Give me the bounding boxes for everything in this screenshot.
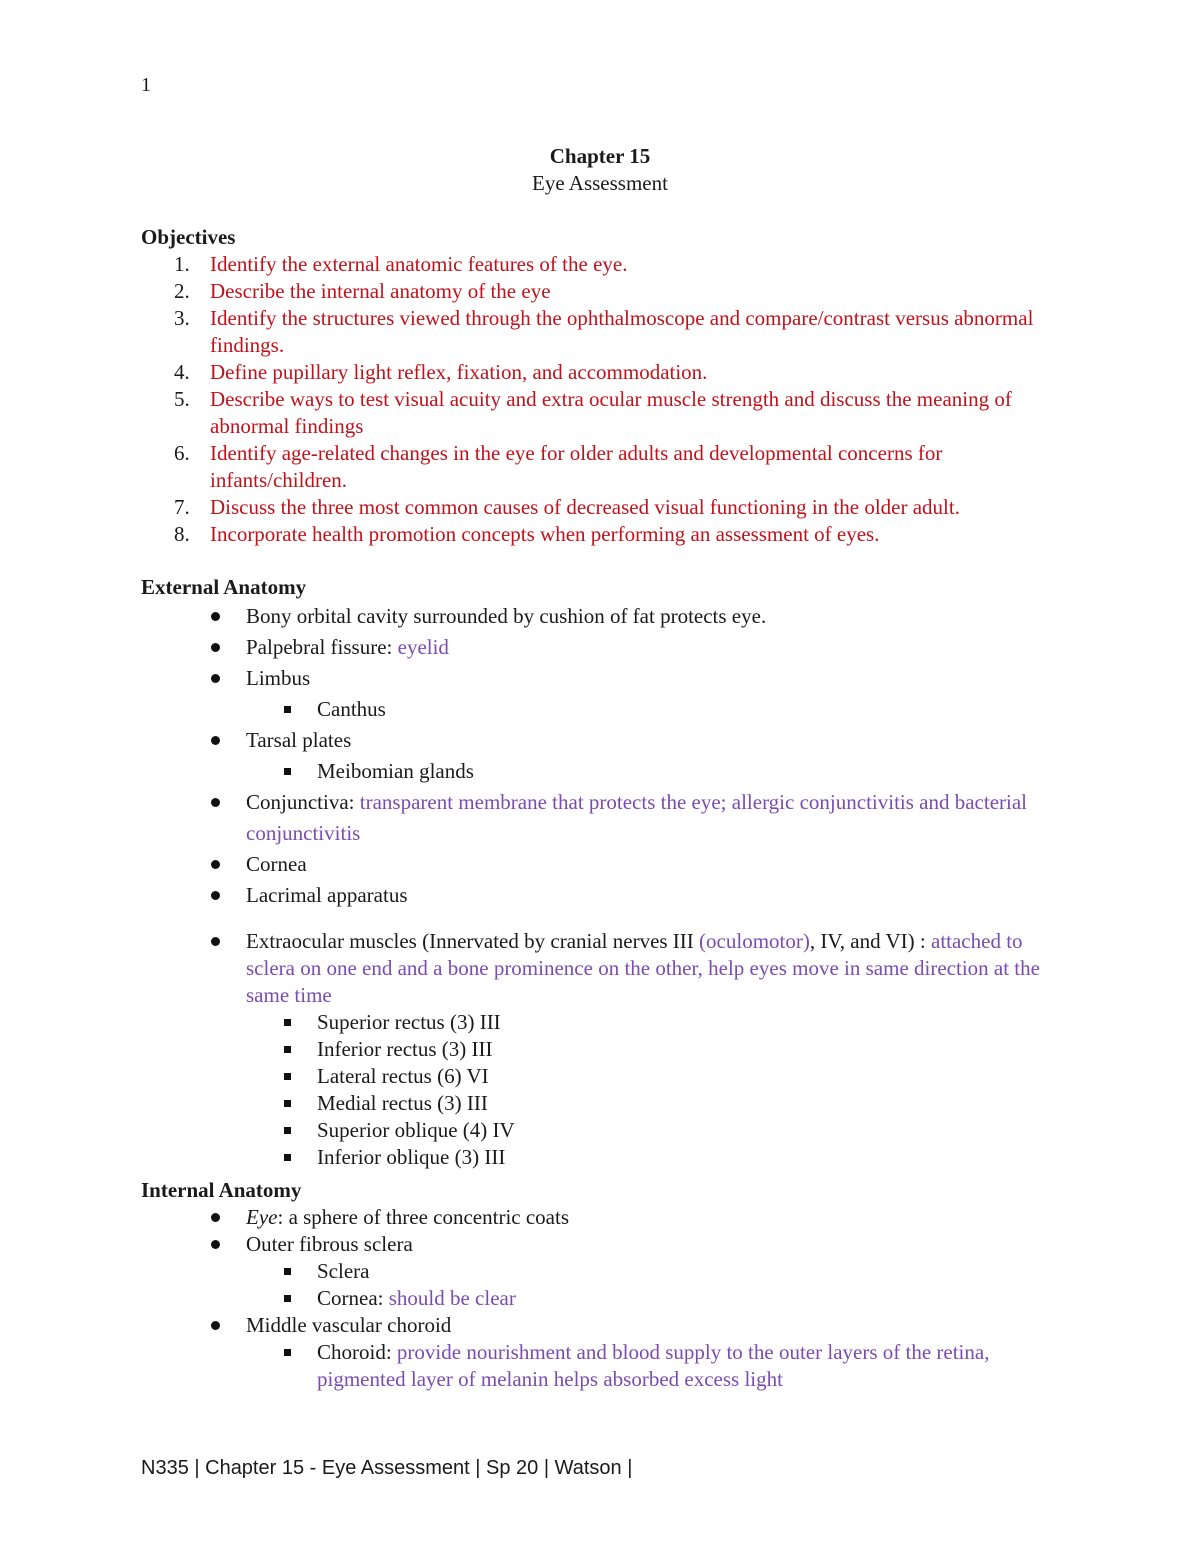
sub-list-item bbox=[246, 1339, 1071, 1393]
item-text: Middle vascular choroid bbox=[246, 1313, 452, 1337]
item-number: 3. bbox=[174, 306, 190, 330]
bullet-icon bbox=[211, 860, 220, 869]
item-text: Incorporate health promotion concepts when performing an assessment of eyes. bbox=[210, 522, 880, 546]
sub-list bbox=[246, 756, 1071, 787]
item-text: Identify age-related changes in the eye for older adults and developmental concerns for infants/children. bbox=[210, 441, 943, 492]
list-item bbox=[141, 663, 1071, 725]
sub-list-item bbox=[246, 1285, 1071, 1312]
list-item bbox=[141, 1312, 1071, 1393]
item-number: 2. bbox=[174, 279, 190, 303]
item-number: 7. bbox=[174, 495, 190, 519]
square-bullet-icon bbox=[284, 1073, 291, 1080]
item-text: Tarsal plates bbox=[246, 728, 352, 752]
item-text: Bony orbital cavity surrounded by cushion of fat protects eye. bbox=[246, 604, 767, 628]
square-bullet-icon bbox=[284, 1295, 291, 1302]
item-number: 8. bbox=[174, 522, 190, 546]
item-text: Inferior oblique (3) III bbox=[317, 1145, 506, 1169]
item-text: Describe the internal anatomy of the eye bbox=[210, 279, 551, 303]
page-number: 1 bbox=[141, 74, 151, 96]
item-number: 6. bbox=[174, 441, 190, 465]
square-bullet-icon bbox=[284, 768, 291, 775]
bullet-icon bbox=[211, 736, 220, 745]
item-note: attached to sclera on one end and a bone prominence on the other, help eyes move in same direction at the same time bbox=[246, 929, 1040, 1007]
list-item bbox=[141, 494, 1071, 521]
square-bullet-icon bbox=[284, 1046, 291, 1053]
item-number: 4. bbox=[174, 360, 190, 384]
item-label: , IV, and VI) : bbox=[809, 929, 931, 953]
sub-list bbox=[246, 694, 1071, 725]
item-note: eyelid bbox=[397, 635, 449, 659]
page-subtitle: Eye Assessment bbox=[532, 171, 668, 195]
item-label: Conjunctiva: bbox=[246, 790, 360, 814]
item-text: Cornea bbox=[246, 852, 307, 876]
list-item bbox=[141, 787, 1071, 849]
square-bullet-icon bbox=[284, 1349, 291, 1356]
item-text: Superior rectus (3) III bbox=[317, 1010, 501, 1034]
list-item bbox=[141, 601, 1071, 632]
item-text: Identify the external anatomic features of the eye. bbox=[210, 252, 628, 276]
list-item bbox=[141, 386, 1071, 440]
item-text: Superior oblique (4) IV bbox=[317, 1118, 515, 1142]
item-note: should be clear bbox=[388, 1286, 516, 1310]
item-text: Outer fibrous sclera bbox=[246, 1232, 413, 1256]
square-bullet-icon bbox=[284, 1127, 291, 1134]
list-item bbox=[141, 725, 1071, 787]
item-text: Identify the structures viewed through the ophthalmoscope and compare/contrast versus abnormal findings. bbox=[210, 306, 1034, 357]
square-bullet-icon bbox=[284, 1019, 291, 1026]
sub-list-item bbox=[246, 1258, 1071, 1285]
sub-list-item bbox=[246, 1036, 1071, 1063]
item-text: Sclera bbox=[317, 1259, 370, 1283]
bullet-icon bbox=[211, 891, 220, 900]
list-item bbox=[141, 251, 1071, 278]
objectives-list bbox=[141, 251, 1071, 548]
list-item bbox=[141, 359, 1071, 386]
square-bullet-icon bbox=[284, 1154, 291, 1161]
sub-list-item bbox=[246, 1009, 1071, 1036]
list-item bbox=[141, 305, 1071, 359]
sub-list bbox=[246, 1258, 1071, 1312]
bullet-icon bbox=[211, 612, 220, 621]
item-note: (oculomotor) bbox=[699, 929, 810, 953]
item-note: provide nourishment and blood supply to the outer layers of the retina, pigmented layer of melanin helps absorbed excess light bbox=[317, 1340, 990, 1391]
sub-list-item bbox=[246, 1090, 1071, 1117]
item-label: Choroid: bbox=[317, 1340, 397, 1364]
external-anatomy-section bbox=[141, 574, 1071, 1171]
item-text: : a sphere of three concentric coats bbox=[277, 1205, 570, 1229]
page-title: Chapter 15 bbox=[549, 144, 651, 168]
internal-anatomy-heading: Internal Anatomy bbox=[141, 1178, 302, 1202]
list-item bbox=[141, 1231, 1071, 1312]
title-block bbox=[0, 143, 1200, 197]
external-anatomy-heading: External Anatomy bbox=[141, 575, 307, 599]
bullet-icon bbox=[211, 1240, 220, 1249]
square-bullet-icon bbox=[284, 1100, 291, 1107]
item-label: Eye bbox=[246, 1205, 278, 1229]
list-item bbox=[141, 632, 1071, 663]
internal-anatomy-section bbox=[141, 1177, 1071, 1393]
bullet-icon bbox=[211, 937, 220, 946]
square-bullet-icon bbox=[284, 706, 291, 713]
item-note: transparent membrane that protects the eye; allergic conjunctivitis and bacterial conjunctivitis bbox=[246, 790, 1028, 845]
bullet-icon bbox=[211, 798, 220, 807]
objectives-section bbox=[141, 224, 1071, 548]
item-text: Define pupillary light reflex, fixation, and accommodation. bbox=[210, 360, 708, 384]
sub-list-item bbox=[246, 756, 1071, 787]
item-label: Palpebral fissure: bbox=[246, 635, 398, 659]
sub-list-item bbox=[246, 1063, 1071, 1090]
item-text: Describe ways to test visual acuity and extra ocular muscle strength and discuss the meaning of abnormal findings bbox=[210, 387, 1012, 438]
sub-list-item bbox=[246, 1117, 1071, 1144]
item-text: Limbus bbox=[246, 666, 311, 690]
item-text: Canthus bbox=[317, 697, 386, 721]
external-anatomy-list bbox=[141, 601, 1071, 1171]
sub-list-item bbox=[246, 1144, 1071, 1171]
item-text: Discuss the three most common causes of decreased visual functioning in the older adult. bbox=[210, 495, 960, 519]
list-item bbox=[141, 521, 1071, 548]
square-bullet-icon bbox=[284, 1268, 291, 1275]
list-item bbox=[141, 1204, 1071, 1231]
list-item bbox=[141, 849, 1071, 880]
bullet-icon bbox=[211, 643, 220, 652]
bullet-icon bbox=[211, 1213, 220, 1222]
item-label: Cornea: bbox=[317, 1286, 389, 1310]
item-text: Lacrimal apparatus bbox=[246, 883, 408, 907]
muscles-list bbox=[246, 1009, 1071, 1171]
list-item bbox=[141, 928, 1071, 1171]
list-item bbox=[141, 278, 1071, 305]
item-text: Meibomian glands bbox=[317, 759, 474, 783]
list-item bbox=[141, 440, 1071, 494]
objectives-heading: Objectives bbox=[141, 225, 236, 249]
item-text: Medial rectus (3) III bbox=[317, 1091, 488, 1115]
sub-list-item bbox=[246, 694, 1071, 725]
list-item bbox=[141, 880, 1071, 911]
item-number: 1. bbox=[174, 252, 190, 276]
page-footer: N335 | Chapter 15 - Eye Assessment | Sp 20 | Watson | bbox=[141, 1457, 633, 1479]
item-text: Lateral rectus (6) VI bbox=[317, 1064, 489, 1088]
internal-anatomy-list bbox=[141, 1204, 1071, 1393]
item-number: 5. bbox=[174, 387, 190, 411]
sub-list bbox=[246, 1339, 1071, 1393]
item-text: Inferior rectus (3) III bbox=[317, 1037, 493, 1061]
item-label: Extraocular muscles (Innervated by cranial nerves III bbox=[246, 929, 700, 953]
bullet-icon bbox=[211, 1321, 220, 1330]
bullet-icon bbox=[211, 674, 220, 683]
